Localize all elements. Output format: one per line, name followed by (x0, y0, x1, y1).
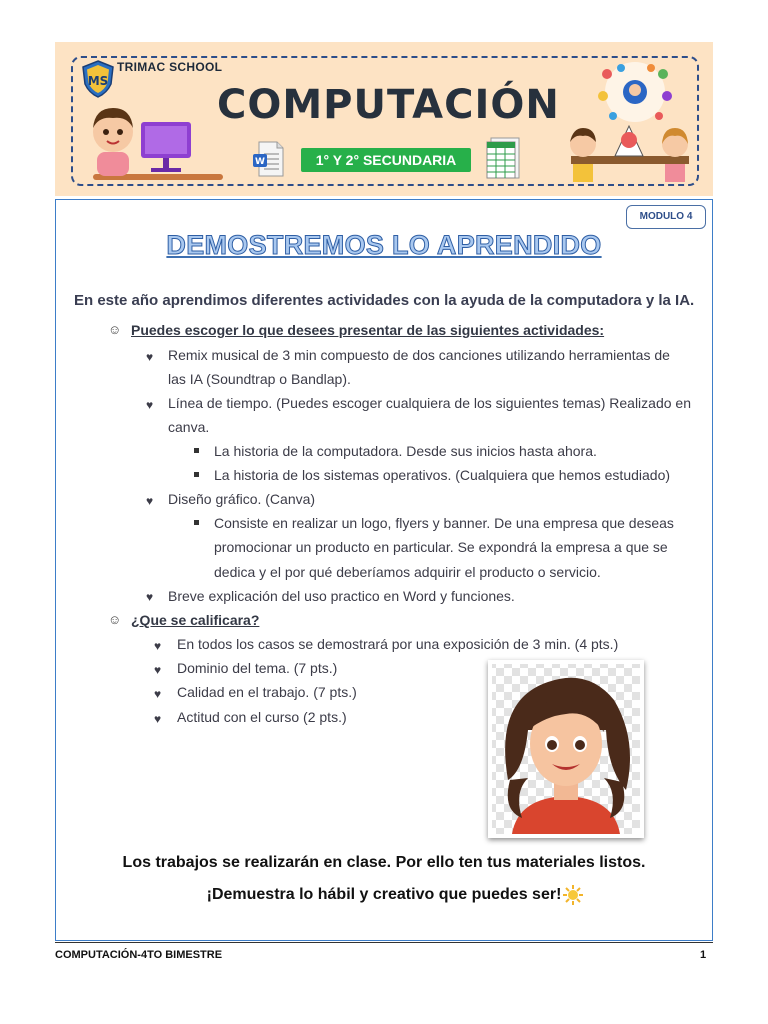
footer-divider (55, 942, 713, 943)
design-item: Diseño gráfico. (Canva) (168, 491, 316, 507)
timeline-topic-2: La historia de los sistemas operativos. (Cualquiera que hemos estudiado) (214, 467, 671, 483)
main-title: COMPUTACIÓN (217, 82, 560, 128)
logo-text: MS (87, 74, 109, 88)
design-desc-line-3: dedica y el por qué deberíamos adquirir el producto o servicio. (214, 564, 601, 580)
document-title: DEMOSTREMOS LO APRENDIDO (166, 230, 602, 260)
school-logo (81, 60, 115, 98)
grade-badge: 1° Y 2° SECUNDARIA (301, 148, 471, 172)
criteria-item: Dominio del tema. (7 pts.) (177, 660, 338, 676)
heart-bullet-icon: ♥ (154, 663, 162, 677)
square-bullet-icon (194, 448, 199, 453)
heart-bullet-icon: ♥ (154, 687, 162, 701)
boy-computer-illustration (83, 94, 233, 184)
word-item: Breve explicación del uso practico en Word y funciones. (168, 588, 515, 604)
heart-bullet-icon: ♥ (146, 590, 154, 604)
header-banner (55, 42, 713, 196)
word-document-icon (251, 140, 285, 178)
remix-line-2: las IA (Soundtrap o Bandlap). (168, 371, 351, 387)
content-frame (55, 199, 713, 941)
sun-icon (562, 884, 584, 906)
square-bullet-icon (194, 520, 199, 525)
closing-line-1: Los trabajos se realizarán en clase. Por ello ten tus materiales listos. (122, 854, 646, 871)
criteria-item: Calidad en el trabajo. (7 pts.) (177, 684, 357, 700)
kids-ai-illustration (563, 60, 695, 186)
footer-course-label: COMPUTACIÓN-4TO BIMESTRE (55, 949, 223, 961)
girl-portrait-image (488, 660, 644, 838)
criteria-item: Actitud con el curso (2 pts.) (177, 709, 347, 725)
square-bullet-icon (194, 472, 199, 477)
design-desc-line-2: promocionar un producto en particular. Se expondrá la empresa a que se (214, 539, 668, 555)
heart-bullet-icon: ♥ (146, 350, 154, 364)
remix-line-1: Remix musical de 3 min compuesto de dos canciones utilizando herramientas de (168, 347, 670, 363)
heart-bullet-icon: ♥ (154, 712, 162, 726)
heart-bullet-icon: ♥ (146, 494, 154, 508)
intro-text: En este año aprendimos diferentes actividades con la ayuda de la computadora y la IA. (74, 292, 695, 309)
design-desc-line-1: Consiste en realizar un logo, flyers y banner. De una empresa que deseas (214, 515, 674, 531)
timeline-topic-1: La historia de la computadora. Desde sus inicios hasta ahora. (214, 443, 597, 459)
timeline-line-1: Línea de tiempo. (Puedes escoger cualquiera de los siguientes temas) Realizado en (168, 395, 691, 411)
page-number: 1 (700, 949, 707, 961)
svg-text:W: W (255, 157, 265, 167)
closing-line-2: ¡Demuestra lo hábil y creativo que puedes ser! (206, 886, 562, 903)
heart-bullet-icon: ♥ (146, 398, 154, 412)
heart-bullet-icon: ♥ (154, 639, 162, 653)
spreadsheet-icon (485, 136, 521, 180)
criteria-item: En todos los casos se demostrará por una exposición de 3 min. (4 pts.) (177, 636, 619, 652)
smile-icon: ☺ (108, 322, 122, 337)
module-badge: MODULO 4 (626, 205, 706, 229)
section2-heading: ¿Que se calificara? (131, 612, 260, 628)
school-name: TRIMAC SCHOOL (117, 60, 223, 74)
smile-icon: ☺ (108, 612, 122, 627)
timeline-line-2: canva. (168, 419, 210, 435)
section1-heading: Puedes escoger lo que desees presentar de las siguientes actividades: (131, 322, 605, 338)
